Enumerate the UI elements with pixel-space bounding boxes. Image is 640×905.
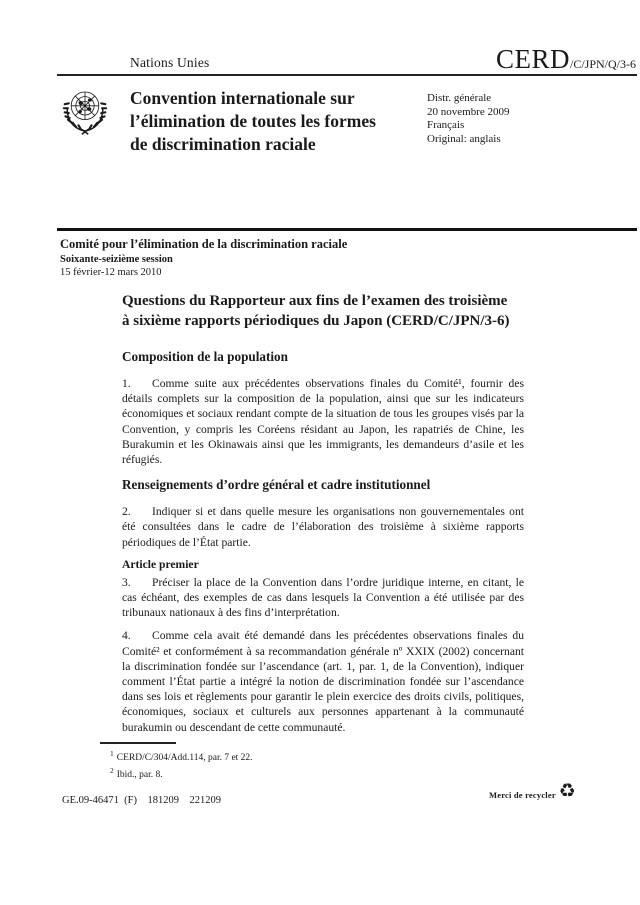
distribution-block bbox=[427, 92, 509, 146]
footnote-item bbox=[100, 765, 520, 782]
convention-title bbox=[130, 87, 425, 156]
paragraph-number: 3. bbox=[122, 575, 131, 589]
paragraph-text: Préciser la place de la Convention dans l’ordre juridique interne, en citant, le cas échéant, des exemples de cas dans lesquels la Convention a été utilisée par des tribunaux nationaux à des fins d’interprétation. bbox=[122, 575, 524, 620]
gist-number: GE.09-46471 (F) 181209 221209 bbox=[62, 795, 221, 806]
paragraph-text: Indiquer si et dans quelle mesure les organisations non gouvernementales ont été consultées dans le cadre de l’élaboration des troisième à sixième rapports périodiques de l’État partie. bbox=[122, 505, 524, 549]
recycle-note bbox=[489, 780, 576, 802]
document-symbol-suffix: /C/JPN/Q/3-6 bbox=[569, 57, 636, 71]
document-symbol-main: CERD bbox=[495, 44, 570, 74]
session-number: Soixante-seizième session bbox=[60, 254, 173, 265]
article-heading: Article premier bbox=[122, 557, 199, 571]
distr-line: Distr. générale bbox=[427, 92, 492, 104]
footnote-text: Ibid., par. 8. bbox=[116, 769, 163, 780]
paragraph-number: 4. bbox=[122, 629, 131, 643]
paragraph-4 bbox=[122, 628, 524, 734]
convention-title-line: de discrimination raciale bbox=[130, 134, 316, 154]
session-block bbox=[60, 237, 347, 279]
header-divider-thin bbox=[57, 74, 637, 76]
committee-name: Comité pour l’élimination de la discrimination raciale bbox=[60, 237, 348, 251]
document-title-line: à sixième rapports périodiques du Japon (CERD/C/JPN/3-6) bbox=[122, 313, 510, 329]
document-title-line: Questions du Rapporteur aux fins de l’examen des troisième bbox=[122, 293, 508, 309]
distr-line: Français bbox=[427, 119, 465, 131]
footnotes-block bbox=[100, 742, 520, 781]
recycle-icon: ♻ bbox=[558, 780, 576, 802]
document-title bbox=[122, 291, 524, 331]
convention-title-line: l’élimination de toutes les formes bbox=[130, 111, 376, 131]
footnote-text: CERD/C/304/Add.114, par. 7 et 22. bbox=[116, 753, 253, 764]
paragraph-2 bbox=[122, 504, 524, 550]
footnote-divider bbox=[100, 742, 176, 744]
footnote-item bbox=[100, 748, 520, 765]
footnote-ref: 1 bbox=[110, 749, 114, 758]
footnote-ref: 2 bbox=[110, 765, 114, 775]
un-emblem-icon bbox=[59, 83, 111, 140]
paragraph-number: 2. bbox=[122, 505, 131, 519]
paragraph-3 bbox=[122, 575, 524, 621]
paragraph-number: 1. bbox=[122, 377, 131, 390]
paragraph-1 bbox=[122, 376, 524, 467]
distr-line: 20 novembre 2009 bbox=[427, 105, 510, 118]
paragraph-text: Comme cela avait été demandé dans les précédentes observations finales du Comité² et conformément à sa recommandation générale nº XXIX (2002) concernant la discrimination fondée sur l’ascendance (art. 1, par. 1, de la Convention), indiquer comment l’État partie a intégré la notion de discrimination fondée sur l’ascendance dans ses lois et règlements pour garantir le plein exercice des droits civils, politiques, économiques, sociaux et culturels aux personnes appartenant à la communauté burakumin ou descendant de cette communauté. bbox=[122, 629, 524, 734]
main-content bbox=[122, 291, 524, 743]
paragraph-text: Comme suite aux précédentes observations finales du Comité¹, fournir des détails complets sur la composition de la population, ainsi que sur les indicateurs économiques et sociaux rendant compte de la situation de tous les groupes visés par la Convention, y compris les Coréens résidant au Japon, les rapatriés de Chine, les Burakumin et les Okinawais ainsi que les immigrants, les demandeurs d’asile et les réfugiés. bbox=[122, 377, 524, 467]
section-heading-general: Renseignements d’ordre général et cadre institutionnel bbox=[122, 477, 431, 493]
section-divider-thick bbox=[57, 228, 637, 231]
convention-title-line: Convention internationale sur bbox=[130, 88, 355, 108]
distr-line: Original: anglais bbox=[427, 132, 501, 145]
section-heading-population: Composition de la population bbox=[122, 349, 288, 364]
recycle-label: Merci de recycler bbox=[489, 790, 556, 800]
document-symbol bbox=[496, 44, 636, 75]
nations-unies-label: Nations Unies bbox=[130, 55, 210, 70]
session-dates: 15 février-12 mars 2010 bbox=[60, 267, 162, 278]
